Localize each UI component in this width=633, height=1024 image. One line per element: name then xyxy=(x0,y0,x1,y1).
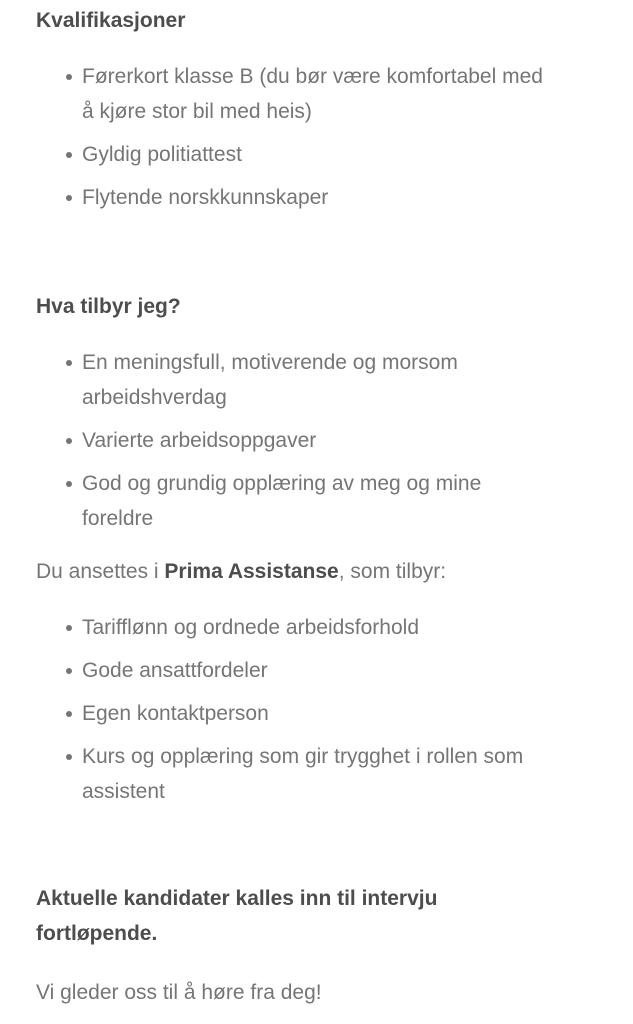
list-item: Varierte arbeidsoppgaver xyxy=(66,423,548,458)
offer-list xyxy=(36,345,548,536)
list-item: Kurs og opplæring som gir trygghet i rollen som assistent xyxy=(66,739,548,809)
interview-note: Aktuelle kandidater kalles inn til intervju fortløpende. xyxy=(36,887,438,945)
list-item: En meningsfull, motiverende og morsom arbeidshverdag xyxy=(66,345,548,415)
list-item: Egen kontaktperson xyxy=(66,696,548,731)
qualifications-heading: Kvalifikasjoner xyxy=(36,9,186,32)
employment-suffix: , som tilbyr: xyxy=(338,560,447,583)
employment-paragraph xyxy=(36,554,548,589)
list-item: Tarifflønn og ordnede arbeidsforhold xyxy=(66,610,548,645)
list-item: Gyldig politiattest xyxy=(66,137,548,172)
list-item: Flytende norskkunnskaper xyxy=(66,180,548,215)
employment-benefits-list xyxy=(36,610,548,809)
offer-heading: Hva tilbyr jeg? xyxy=(36,295,181,318)
farewell-line: Vi gleder oss til å høre fra deg! xyxy=(36,981,322,1004)
employment-prefix: Du ansettes i xyxy=(36,560,165,583)
list-item: Gode ansattfordeler xyxy=(66,653,548,688)
list-item: Førerkort klasse B (du bør være komfortabel med å kjøre stor bil med heis) xyxy=(66,59,548,129)
qualifications-list xyxy=(36,59,548,215)
company-name: Prima Assistanse xyxy=(164,560,339,583)
list-item: God og grundig opplæring av meg og mine foreldre xyxy=(66,466,548,536)
